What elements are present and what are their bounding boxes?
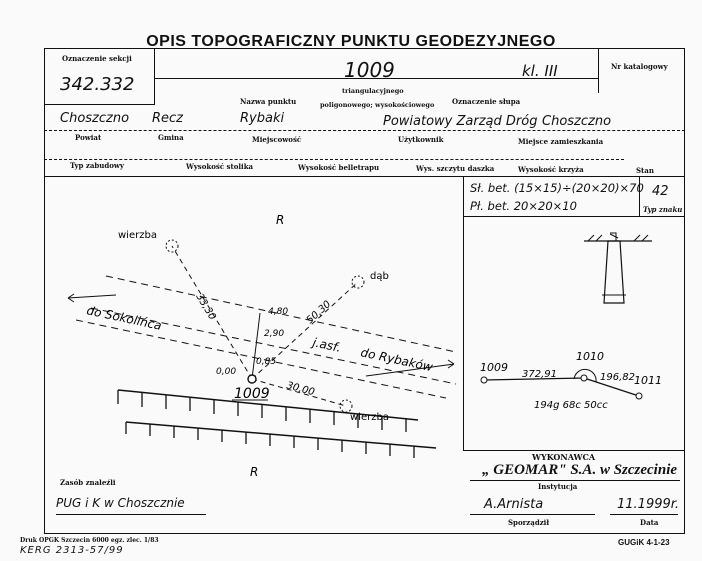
storage-label: Zasób znaleźli xyxy=(60,478,116,487)
divider xyxy=(598,48,599,93)
uzytkownik-label: Użytkownik xyxy=(398,135,444,144)
marker-type-label: Typ znaku xyxy=(643,205,683,214)
distance-wierzba-bottom: 30,00 xyxy=(285,380,316,399)
catalog-label: Nr katalogowy xyxy=(611,62,668,71)
divider xyxy=(44,104,155,105)
author-value: A.Arnista xyxy=(484,497,544,512)
date-label: Data xyxy=(640,518,659,527)
label-wierzba-top: wierzba xyxy=(118,230,157,241)
contractor-label: WYKONAWCA xyxy=(532,452,596,462)
divider xyxy=(464,216,685,217)
divider xyxy=(464,450,685,451)
label-zero: 0,00 xyxy=(216,367,237,377)
distance-wierzba-top: 33,30 xyxy=(193,291,218,323)
uzytkownik-value: Powiatowy Zarząd Dróg xyxy=(383,114,538,129)
document-title: OPIS TOPOGRAFICZNY PUNKTU GEODEZYJNEGO xyxy=(146,33,556,50)
divider xyxy=(610,514,678,515)
traverse-p-mid: 1010 xyxy=(576,350,604,363)
divider xyxy=(154,48,155,105)
stolik-label: Wysokość stolika xyxy=(186,162,254,171)
contractor-name: „ GEOMAR" S.A. w Szczecinie xyxy=(482,462,678,478)
institution-label: Instytucja xyxy=(538,482,578,491)
label-road-right: do Rybaków xyxy=(359,345,434,375)
dotted-line xyxy=(44,159,624,160)
section-value: 342.332 xyxy=(60,74,135,95)
label-R-bottom: R xyxy=(250,465,259,478)
gmina-value: Recz xyxy=(152,111,184,126)
powiat-label: Powiat xyxy=(75,133,102,142)
marker-line-2: Pł. bet. 20×20×10 xyxy=(470,199,577,213)
traverse-p-right: 1011 xyxy=(634,374,662,387)
krzyza-label: Wysokość krzyża xyxy=(518,165,584,174)
pillar-icon xyxy=(580,225,660,310)
label-road-surface: j.asf. xyxy=(311,335,343,355)
author-label: Sporządził xyxy=(508,518,550,527)
miejscowosc-label: Miejscowość xyxy=(252,135,302,144)
divider xyxy=(56,514,206,515)
miejsce-label: Miejsce zamieszkania xyxy=(518,137,604,146)
label-road-left: do Sokolińca xyxy=(85,303,163,333)
point-number: 1009 xyxy=(344,58,395,82)
location-sketch xyxy=(46,178,462,478)
distance-dab: 50,30 xyxy=(304,298,334,327)
powiat-value: Choszczno xyxy=(60,111,130,126)
form-code: GUGiK 4-1-23 xyxy=(618,538,670,547)
traverse-d-left: 372,91 xyxy=(522,369,557,380)
label-point: 1009 xyxy=(234,386,270,402)
marker-type-number: 42 xyxy=(652,184,669,199)
traverse-angle: 194g 68c 50cc xyxy=(534,400,608,411)
szczytu-label: Wys. szczytu daszka xyxy=(416,164,495,173)
type-label-2: poligonowego; wysokościowego xyxy=(320,101,435,109)
label-R-top: R xyxy=(276,213,285,227)
kerg-number: KERG 2313-57/99 xyxy=(20,545,124,556)
distance-480: 4,80 xyxy=(268,307,289,317)
label-wierzba-bottom: wierzba xyxy=(350,412,389,423)
divider xyxy=(470,514,595,515)
label-dab: dąb xyxy=(370,271,389,282)
section-divider xyxy=(44,176,685,177)
belletrapu-label: Wysokość belletrapu xyxy=(298,163,380,172)
gmina-label: Gmina xyxy=(158,133,184,142)
stan-label: Stan xyxy=(636,166,654,175)
point-name-label: Nazwa punktu xyxy=(240,97,297,106)
miejsce-value: Choszczno xyxy=(542,114,612,129)
section-label: Oznaczenie sekcji xyxy=(62,54,132,63)
storage-value: PUG i K w Choszcznie xyxy=(56,496,185,510)
typ-label: Typ zabudowy xyxy=(70,161,124,170)
date-value: 11.1999r. xyxy=(617,497,680,512)
type-label-1: triangulacyjnego xyxy=(342,87,404,95)
point-class: kl. III xyxy=(522,62,558,80)
pillar-label: Oznaczenie słupa xyxy=(452,97,521,106)
divider xyxy=(470,480,680,481)
print-note: Druk OPGK Szczecin 6000 egz. zlec. 1/83 xyxy=(20,537,159,544)
dotted-line xyxy=(44,130,685,131)
traverse-d-right: 196,82 xyxy=(600,372,635,383)
traverse-p-left: 1009 xyxy=(480,361,508,374)
distance-085: 0,85 xyxy=(256,357,277,367)
traverse-diagram xyxy=(464,340,685,420)
miejscowosc-value: Rybaki xyxy=(240,111,285,126)
distance-290: 2,90 xyxy=(264,329,285,339)
marker-line-1: Sł. bet. (15×15)÷(20×20)×70 xyxy=(470,181,644,195)
